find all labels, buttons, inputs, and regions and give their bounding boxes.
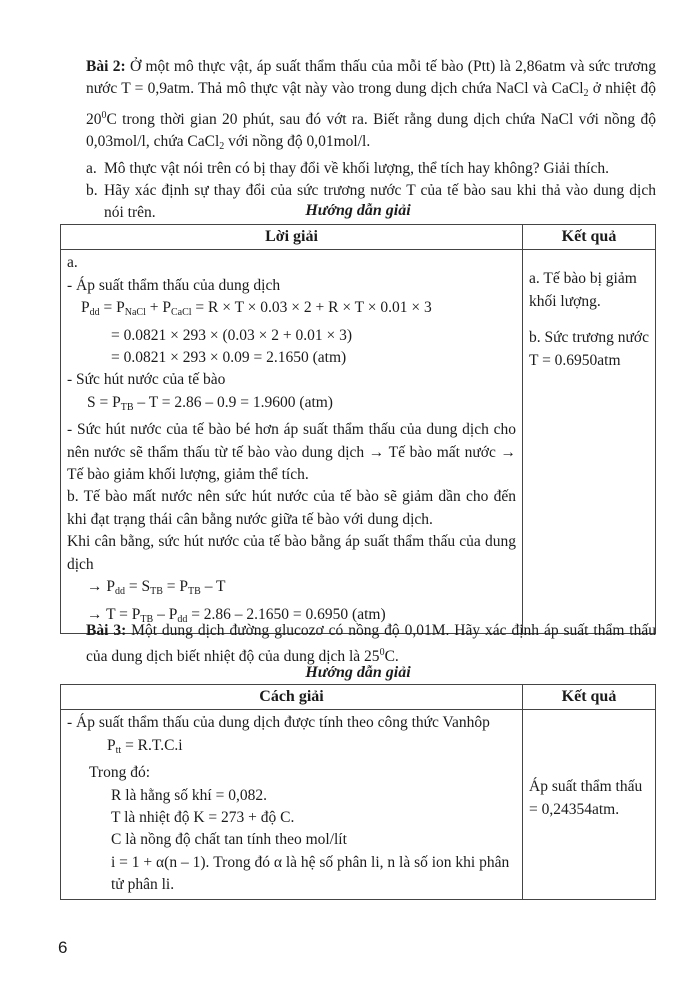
result-b-value: T = 0.6950atm: [529, 351, 621, 369]
problem-2-statement: Bài 2: Ở một mô thực vật, áp suất thẩm thấu của mỗi tế bào (Ptt) là 2,86atm và sức trương nước T = 0,9atm. Thả mô thực vật này vào trong dung dịch chứa NaCl và CaCl$_2$ ở nhiệt độ $20^0C$ trong thời gian 20 phút, sau đó vớt ra. Biết rằng dung dịch chứa NaCl với nồng độ 0,03mol/l, chứa CaCl$_2$ với nồng độ 0,01mol/l.: [86, 58, 656, 152]
problem-2-label: Bài 2:: [86, 58, 126, 75]
column-header-result: Kết quả: [523, 685, 656, 710]
result-b-label: b. Sức trương nước: [529, 329, 649, 347]
problem-3: [86, 620, 656, 668]
column-header-method: Cách giải: [61, 685, 523, 710]
column-header-solution: Lời giải: [61, 225, 523, 250]
result-cell-3: [523, 710, 656, 899]
problem-3-label: Bài 3:: [86, 622, 127, 639]
formula-turgor: → $T = P_{TB} - P_{dd} = 2.86 - 2.1650 = 0.6950$ (atm): [87, 605, 386, 625]
guide-heading-2: Hướng dẫn giải: [305, 202, 411, 219]
solution-cell-3: - Áp suất thẩm thấu của dung dịch được tính theo công thức Vanhôp $P_{tt} = R.T.C.i$ Trong đó: R là hằng số khí = 0,082. T là nhiệt độ K = 273 + độ C. C là nồng độ chất tan tính theo mol/lít i = 1 + α(n – 1). Trong đó α là hệ số phân li, n là số ion khi phân tử phân li.: [61, 710, 523, 899]
solution-cell-2: a. - Áp suất thẩm thấu của dung dịch $P_{dd} = P_{NaCl} + P_{CaCl} = R \times T \times 0.03 \times 2 + R \times T \times 0.01 \times 3$ = 0.0821 × 293 × (0.03 × 2 + 0.01 × 3) = 0.0821 × 293 × 0.09 = 2.1650 (atm) - Sức hút nước của tế bào $S = P_{TB} - T = 2.86 - 0.9 = 1.9600$ (atm) - Sức hút nước của tế bào bé hơn áp suất thẩm thấu của dung dịch cho nên nước sẽ thẩm thấu từ tế bào vào dung dịch → Tế bào mất nước → Tế bào giảm khối lượng, giảm thể tích. b. Tế bào mất nước nên sức hút nước của tế bào sẽ giảm dần cho đến khi đạt trạng thái cân bằng nước giữa tế bào với dung dịch. Khi cân bằng, sức hút nước của tế bào bằng áp suất thẩm thấu của dung dịch → $P_{dd} = S_{TB} = P_{TB} - T$ → $T = P_{TB} - P_{dd} = 2.86 - 2.1650 = 0.6950$ (atm): [61, 250, 523, 634]
problem-2: [86, 56, 656, 224]
solution-table-3: [60, 684, 656, 900]
problem-3-statement: Bài 3: Một dung dịch đường glucozơ có nồng độ 0,01M. Hãy xác định áp suất thẩm thấu của dung dịch biết nhiệt độ của dung dịch là $25^0C$.: [86, 622, 656, 665]
column-header-result: Kết quả: [523, 225, 656, 250]
formula-suction-force: $S = P_{TB} - T = 2.86 - 0.9 = 1.9600$ (atm): [87, 393, 333, 413]
result-cell-2: [523, 250, 656, 634]
guide-heading-3: Hướng dẫn giải: [305, 664, 411, 681]
problem-2-question-a: a. Mô thực vật nói trên có bị thay đổi về khối lượng, thể tích hay không? Giải thích.: [86, 160, 609, 177]
formula-vanthoff: $P_{tt} = R.T.C.i$: [107, 736, 183, 756]
result-a: a. Tế bào bị giảm khối lượng.: [529, 270, 637, 310]
page-number: 6: [58, 938, 68, 957]
solution-table-2: [60, 224, 656, 634]
formula-equilibrium: → $P_{dd} = S_{TB} = P_{TB} - T$: [87, 578, 226, 598]
result-label: Áp suất thẩm thấu: [529, 778, 643, 796]
formula-osmotic-pressure: $P_{dd} = P_{NaCl} + P_{CaCl} = R \times T \times 0.03 \times 2 + R \times T \times 0.01 \times 3$: [81, 299, 432, 319]
problem-2-question-b: b. Hãy xác định sự thay đổi của sức trương nước T của tế bào sau khi thả vào dung dịch nói trên.: [86, 182, 656, 221]
result-value: = 0,24354atm.: [529, 800, 620, 818]
